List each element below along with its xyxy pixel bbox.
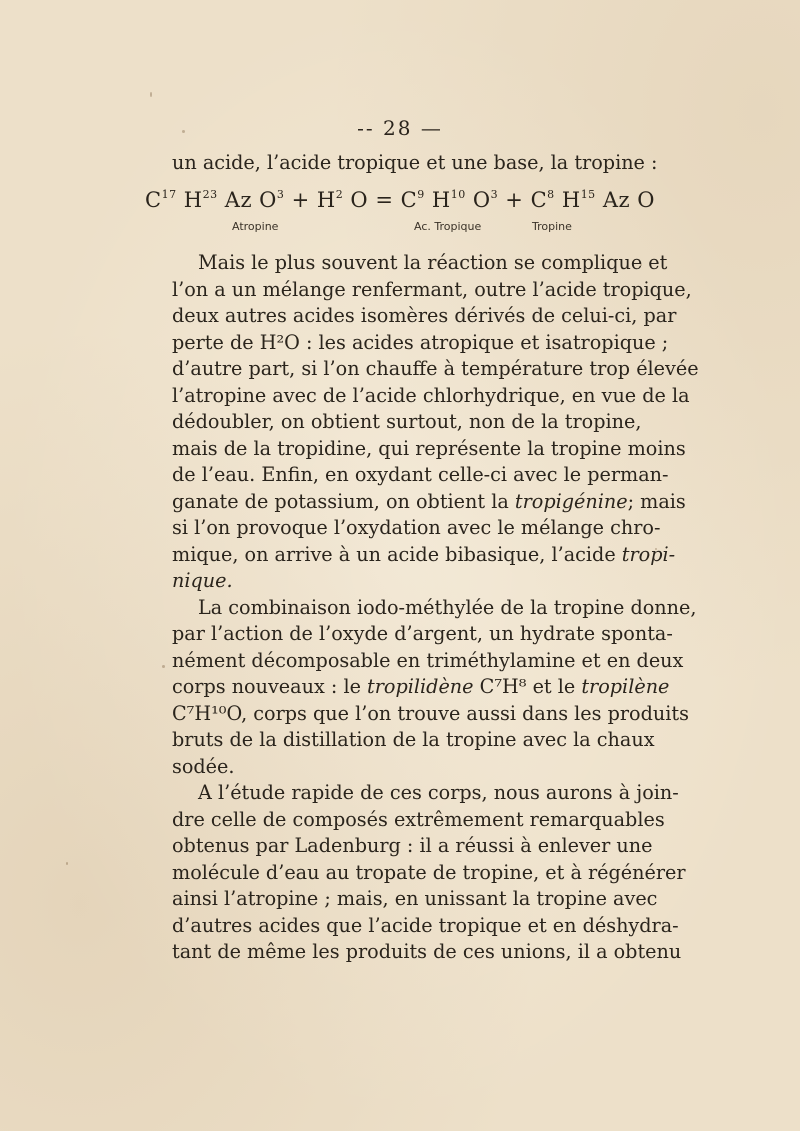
text-line: d’autres acides que l’acide tropique et en déshydra- — [172, 913, 679, 937]
text-line: C⁷H¹⁰O, corps que l’on trouve aussi dans les produits — [172, 701, 689, 725]
plus-sign: + — [505, 188, 524, 212]
label-tropic-acid: Ac. Tropique — [414, 220, 482, 233]
text-line: l’on a un mélange renfermant, outre l’acide tropique, — [172, 277, 692, 301]
text-line: La combinaison iodo-méthylée de la tropine donne, — [198, 595, 697, 619]
text-line: corps nouveaux : le tropilidène C⁷H⁸ et le tropilène — [172, 675, 670, 698]
intro-line — [172, 150, 658, 177]
equals-sign: = — [375, 188, 394, 212]
equation-labels — [0, 220, 800, 238]
text-line: de l’eau. Enfin, en oxydant celle-ci avec le perman- — [172, 463, 669, 486]
text-line: dre celle de composés extrêmement remarquables — [172, 807, 665, 831]
atropine-formula: $C^{17}$ $H^{23}$ Az $O^3$ — [145, 188, 285, 212]
text-line: un acide, l’acide tropique et une base, la tropine : — [172, 151, 658, 174]
text-line: sodée. — [172, 754, 235, 778]
text-line: A l’étude rapide de ces corps, nous aurons à join- — [198, 781, 679, 804]
label-atropine: Atropine — [232, 220, 279, 233]
italic-term: tropigénine — [514, 489, 628, 513]
text-line: ganate de potassium, on obtient la tropigénine; mais — [172, 489, 686, 513]
text-line: deux autres acides isomères dérivés de celui-ci, par — [172, 304, 677, 327]
text-line: ainsi l’atropine ; mais, en unissant la tropine avec — [172, 887, 658, 910]
italic-term: tropi- — [621, 542, 676, 566]
text-line: obtenus par Ladenburg : il a réussi à enlever une — [172, 834, 653, 857]
text-line: l’atropine avec de l’acide chlorhydrique, en vue de la — [172, 383, 690, 407]
text-line: si l’on provoque l’oxydation avec le mélange chro- — [172, 516, 661, 539]
tropine-formula: $C^8$ $H^{15}$ Az O — [530, 188, 655, 212]
tropic-acid-formula: $C^9$ $H^{10}$ $O^3$ — [400, 188, 499, 212]
text-line: par l’action de l’oxyde d’argent, un hydrate sponta- — [172, 622, 673, 645]
text-line: d’autre part, si l’on chauffe à température trop élevée — [172, 357, 699, 380]
text-line: nique. — [172, 569, 233, 592]
text-line: bruts de la distillation de la tropine avec la chaux — [172, 728, 655, 751]
chemical-equation — [0, 188, 800, 212]
text-line: molécule d’eau au tropate de tropine, et à régénérer — [172, 860, 686, 884]
text-line: perte de H²O : les acides atropique et isatropique ; — [172, 330, 669, 354]
italic-term: tropilidène — [367, 675, 474, 698]
text-line: Mais le plus souvent la réaction se complique et — [198, 251, 668, 274]
text-line: mique, on arrive à un acide bibasique, l’acide tropi- — [172, 542, 676, 566]
text-line: nément décomposable en triméthylamine et en deux — [172, 648, 684, 672]
text-line: dédoubler, on obtient surtout, non de la tropine, — [172, 410, 642, 433]
body-text — [172, 250, 699, 966]
italic-term: tropilène — [581, 675, 670, 698]
label-tropine: Tropine — [532, 220, 572, 233]
water-formula: $H^2$ O — [316, 188, 369, 212]
page-number: -- 28 — — [357, 116, 443, 140]
plus-sign: + — [291, 188, 310, 212]
text-line: tant de même les produits de ces unions, il a obtenu — [172, 940, 682, 963]
text-line: mais de la tropidine, qui représente la tropine moins — [172, 436, 686, 460]
